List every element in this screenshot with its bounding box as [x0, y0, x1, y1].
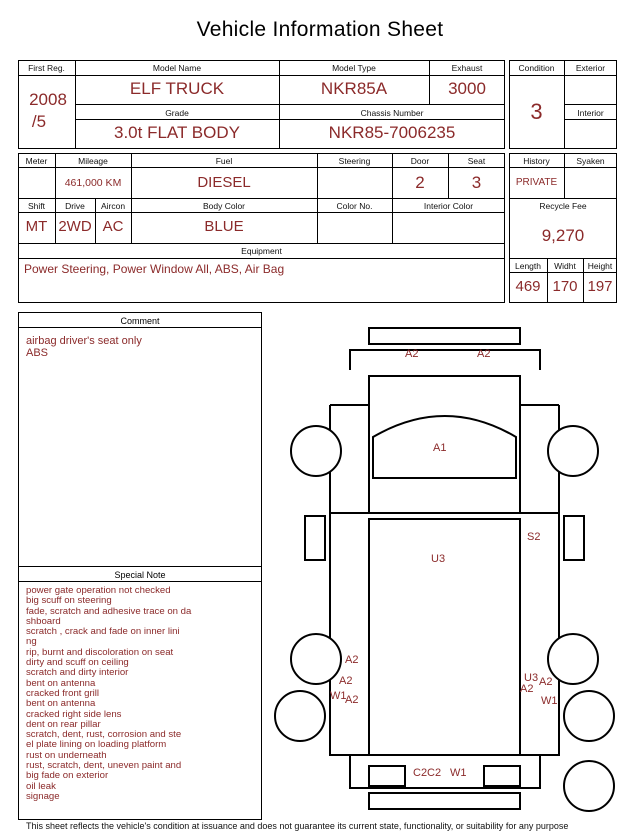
mirror-left	[305, 516, 325, 560]
special-note-label: Special Note	[114, 570, 166, 580]
note-line: bent on antenna	[26, 677, 96, 689]
drive-label: Drive	[65, 201, 85, 211]
divider	[18, 566, 262, 567]
grade-label: Grade	[165, 108, 189, 118]
rear-frame	[350, 755, 540, 788]
note-line: shboard	[26, 615, 61, 627]
meter-label: Meter	[25, 156, 48, 166]
body-color: BLUE	[204, 218, 244, 235]
front-bumper	[369, 328, 520, 344]
disclaimer: This sheet reflects the vehicle's condition at issuance and does not guarantee its current state, functionality, or suitability for any purpose	[26, 821, 569, 831]
comment-line: ABS	[26, 347, 49, 359]
spare-wheel	[564, 761, 614, 811]
aircon-label: Aircon	[100, 201, 126, 211]
shift-label: Shift	[27, 201, 45, 211]
width: 170	[552, 278, 578, 295]
page-title: Vehicle Information Sheet	[196, 18, 444, 41]
syaken-label: Syaken	[576, 156, 605, 166]
comment-label: Comment	[120, 316, 160, 326]
damage-mark: C2C2	[413, 767, 442, 779]
note-line: signage	[26, 790, 60, 802]
mileage-label: Mileage	[78, 156, 108, 166]
first-reg-month: /5	[31, 112, 47, 131]
seat-label: Seat	[467, 156, 486, 166]
damage-mark: A2	[539, 676, 553, 688]
height: 197	[587, 278, 613, 295]
rear-bumper	[369, 793, 520, 809]
damage-mark: W1	[450, 767, 467, 779]
steering-label: Steering	[338, 156, 371, 166]
comment-text	[26, 335, 142, 359]
divider	[18, 198, 505, 199]
divider	[509, 75, 617, 76]
chassis-label: Chassis Number	[360, 108, 424, 118]
note-line: cracked right side lens	[26, 708, 122, 720]
model-type-label: Model Type	[332, 63, 376, 73]
divider	[509, 272, 617, 273]
note-line: dent on rear pillar	[26, 718, 101, 730]
divider	[75, 104, 505, 105]
recycle-fee-label: Recycle Fee	[539, 201, 587, 211]
seat-count: 3	[471, 173, 482, 192]
door-label: Door	[410, 156, 430, 166]
condition-grade: 3	[530, 99, 543, 124]
divider	[18, 258, 505, 259]
special-note-text	[26, 586, 212, 802]
divider	[18, 581, 262, 582]
damage-mark: W1	[541, 695, 558, 707]
equipment-list: Power Steering, Power Window All, ABS, Air Bag	[24, 262, 285, 276]
color-no-label: Color No.	[336, 201, 373, 211]
divider	[564, 104, 617, 105]
fuel: DIESEL	[197, 174, 251, 191]
exterior-label: Exterior	[575, 63, 606, 73]
length: 469	[515, 278, 541, 295]
exhaust: 3000	[448, 79, 486, 98]
divider	[509, 258, 617, 259]
interior-color-label: Interior Color	[423, 201, 474, 211]
rear-right-wheel-inner	[564, 691, 614, 741]
rear-left-wheel-inner	[275, 691, 325, 741]
divider	[18, 212, 505, 213]
divider	[18, 75, 75, 76]
note-line: big fade on exterior	[26, 770, 109, 782]
divider	[18, 243, 505, 244]
damage-mark: U3	[524, 672, 539, 684]
damage-mark: A2	[339, 675, 353, 687]
mirror-right	[564, 516, 584, 560]
rear-light-left	[369, 766, 405, 786]
divider	[18, 327, 262, 328]
model-name: ELF TRUCK	[129, 79, 225, 98]
divider	[564, 119, 617, 120]
damage-mark: A2	[477, 348, 491, 360]
rear-light-right	[484, 766, 520, 786]
note-line: power gate operation not checked	[26, 585, 171, 596]
door-count: 2	[415, 173, 425, 192]
damage-mark: W1	[330, 690, 347, 702]
note-line: scratch, dent, rust, corrosion and ste	[26, 729, 182, 741]
first-reg-label: First Reg.	[28, 63, 65, 73]
divider	[509, 198, 617, 199]
note-line: scratch , crack and fade on inner lini	[26, 626, 180, 638]
aircon: AC	[102, 218, 124, 235]
drive: 2WD	[58, 218, 92, 235]
note-line: big scuff on steering	[26, 595, 112, 607]
note-line: rip, burnt and discoloration on seat	[26, 646, 174, 658]
damage-mark: S2	[527, 531, 541, 543]
history: PRIVATE	[515, 177, 558, 188]
history-label: History	[523, 156, 550, 166]
damage-mark: A2	[345, 694, 359, 706]
mileage: 461,000 KM	[64, 177, 122, 189]
note-line: ng	[26, 636, 37, 648]
note-line: rust on underneath	[26, 749, 107, 761]
note-line: dirty and scuff on ceiling	[26, 657, 129, 669]
cab-outline	[330, 405, 559, 513]
cargo-bed	[330, 513, 559, 755]
damage-mark: U3	[431, 553, 446, 565]
width-label: Widht	[554, 261, 576, 271]
note-line: oil leak	[26, 780, 56, 792]
damage-mark: A2	[405, 348, 419, 360]
truck-damage-diagram	[268, 318, 640, 820]
rear-right-wheel-outer	[548, 634, 598, 684]
front-bumper-sides	[350, 350, 540, 370]
note-line: el plate lining on loading platform	[26, 739, 167, 751]
height-label: Height	[587, 261, 613, 271]
damage-mark: A2	[345, 654, 359, 666]
model-type: NKR85A	[320, 79, 388, 98]
length-label: Length	[515, 261, 541, 271]
exhaust-label: Exhaust	[451, 63, 483, 73]
grade: 3.0t FLAT BODY	[114, 123, 240, 142]
shift: MT	[25, 218, 48, 235]
fuel-label: Fuel	[215, 156, 233, 166]
body-color-label: Body Color	[202, 201, 246, 211]
divider	[509, 167, 617, 168]
interior-label: Interior	[577, 108, 604, 118]
recycle-fee: 9,270	[541, 226, 585, 245]
note-line: fade, scratch and adhesive trace on da	[26, 605, 192, 617]
divider	[564, 60, 565, 149]
front-right-wheel	[548, 426, 598, 476]
chassis-number: NKR85-7006235	[328, 123, 456, 142]
divider	[75, 119, 505, 120]
divider	[18, 167, 505, 168]
equipment-label: Equipment	[241, 246, 282, 256]
damage-mark: A1	[433, 442, 447, 454]
divider	[75, 75, 505, 76]
damage-mark: A2	[520, 683, 534, 695]
condition-label: Condition	[518, 63, 555, 73]
comment-line: airbag driver's seat only	[26, 335, 142, 347]
first-reg-year: 2008	[29, 90, 67, 109]
note-line: scratch and dirty interior	[26, 667, 129, 679]
front-left-wheel	[291, 426, 341, 476]
note-line: cracked front grill	[26, 687, 100, 699]
model-name-label: Model Name	[152, 63, 202, 73]
note-line: bent on antenna	[26, 698, 96, 710]
rear-left-wheel-outer	[291, 634, 341, 684]
note-line: rust, scratch, dent, uneven paint and	[26, 760, 182, 772]
